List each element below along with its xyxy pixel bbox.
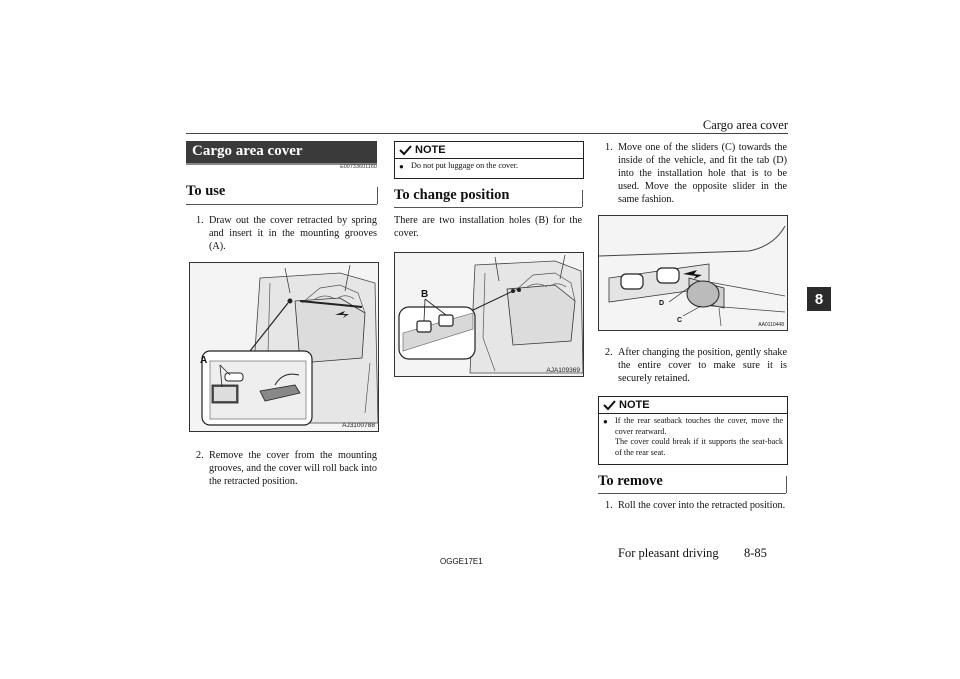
section-title-bar bbox=[186, 141, 377, 165]
heading-rule bbox=[598, 493, 786, 494]
step-number: 1. bbox=[605, 500, 613, 511]
note-item bbox=[599, 414, 787, 461]
step-1-roll-cover bbox=[605, 499, 787, 512]
heading-to-use: To use bbox=[186, 183, 226, 199]
installation-holes-illustration bbox=[395, 253, 583, 376]
note-text: If the rear seatback touches the cover, move the cover rearward. The cover could break if it supports the seat-back of the rear seat. bbox=[615, 416, 783, 457]
callout-b: B bbox=[421, 289, 429, 300]
footer-code: OGGE17E1 bbox=[440, 557, 483, 566]
step-number: 1. bbox=[196, 215, 204, 226]
callout-c: C bbox=[677, 317, 683, 324]
slider-tab-illustration bbox=[599, 216, 787, 330]
heading-to-remove: To remove bbox=[598, 473, 663, 489]
figure-code: AA0110448 bbox=[758, 322, 784, 328]
running-header: Cargo area cover bbox=[702, 118, 788, 132]
footer-section-label: For pleasant driving bbox=[618, 546, 719, 560]
step-number: 2. bbox=[196, 450, 204, 461]
callout-a: A bbox=[200, 355, 208, 366]
section-code: E00733601160 bbox=[340, 164, 377, 170]
installation-holes-text: There are two installation holes (B) for the cover. bbox=[394, 215, 582, 239]
step-2-shake-cover bbox=[605, 346, 787, 385]
note-box-seatback bbox=[598, 396, 788, 465]
step-text: Roll the cover into the retracted position. bbox=[618, 500, 786, 511]
checkmark-icon bbox=[399, 145, 412, 156]
note-box-luggage bbox=[394, 141, 584, 179]
callout-d: D bbox=[659, 300, 665, 307]
note-item bbox=[395, 159, 583, 176]
step-text: Remove the cover from the mounting grooves, and the cover will roll back into the retracted position. bbox=[209, 450, 377, 487]
note-label: NOTE bbox=[619, 399, 650, 411]
heading-rule bbox=[394, 207, 582, 208]
note-header bbox=[395, 142, 583, 156]
chapter-tab: 8 bbox=[807, 287, 831, 311]
step-1-draw-out bbox=[196, 214, 377, 253]
note-text: Do not put luggage on the cover. bbox=[411, 161, 519, 170]
heading-rule-vertical bbox=[786, 476, 787, 493]
heading-to-change-position: To change position bbox=[394, 187, 510, 203]
note-header bbox=[599, 397, 787, 411]
heading-rule-vertical bbox=[582, 190, 583, 207]
figure-installation-holes bbox=[394, 252, 584, 377]
figure-code: AJA109369 bbox=[546, 367, 580, 374]
header-rule bbox=[186, 133, 788, 134]
figure-code: AJ3100788 bbox=[342, 422, 375, 429]
heading-rule bbox=[186, 204, 377, 205]
figure-slider-tab bbox=[598, 215, 788, 331]
step-text: Draw out the cover retracted by spring and insert it in the mounting grooves (A). bbox=[209, 215, 377, 252]
page-number: 8-85 bbox=[744, 546, 767, 560]
step-text: Move one of the sliders (C) towards the inside of the vehicle, and fit the tab (D) into the installation hole that is to be used. Move the opposite slider in the same fashion. bbox=[618, 142, 787, 205]
bullet-icon: ● bbox=[399, 162, 404, 171]
note-label: NOTE bbox=[415, 144, 446, 156]
step-number: 2. bbox=[605, 347, 613, 358]
section-title: Cargo area cover bbox=[192, 143, 303, 159]
step-2-remove bbox=[196, 449, 377, 488]
bullet-icon: ● bbox=[603, 417, 608, 426]
step-1-move-slider bbox=[605, 141, 787, 206]
checkmark-icon bbox=[603, 400, 616, 411]
step-text: After changing the position, gently shake the entire cover to make sure it is securely retained. bbox=[618, 347, 787, 384]
cargo-area-illustration bbox=[190, 263, 378, 431]
heading-rule-vertical bbox=[377, 187, 378, 204]
step-number: 1. bbox=[605, 142, 613, 153]
figure-mounting-grooves bbox=[189, 262, 379, 432]
